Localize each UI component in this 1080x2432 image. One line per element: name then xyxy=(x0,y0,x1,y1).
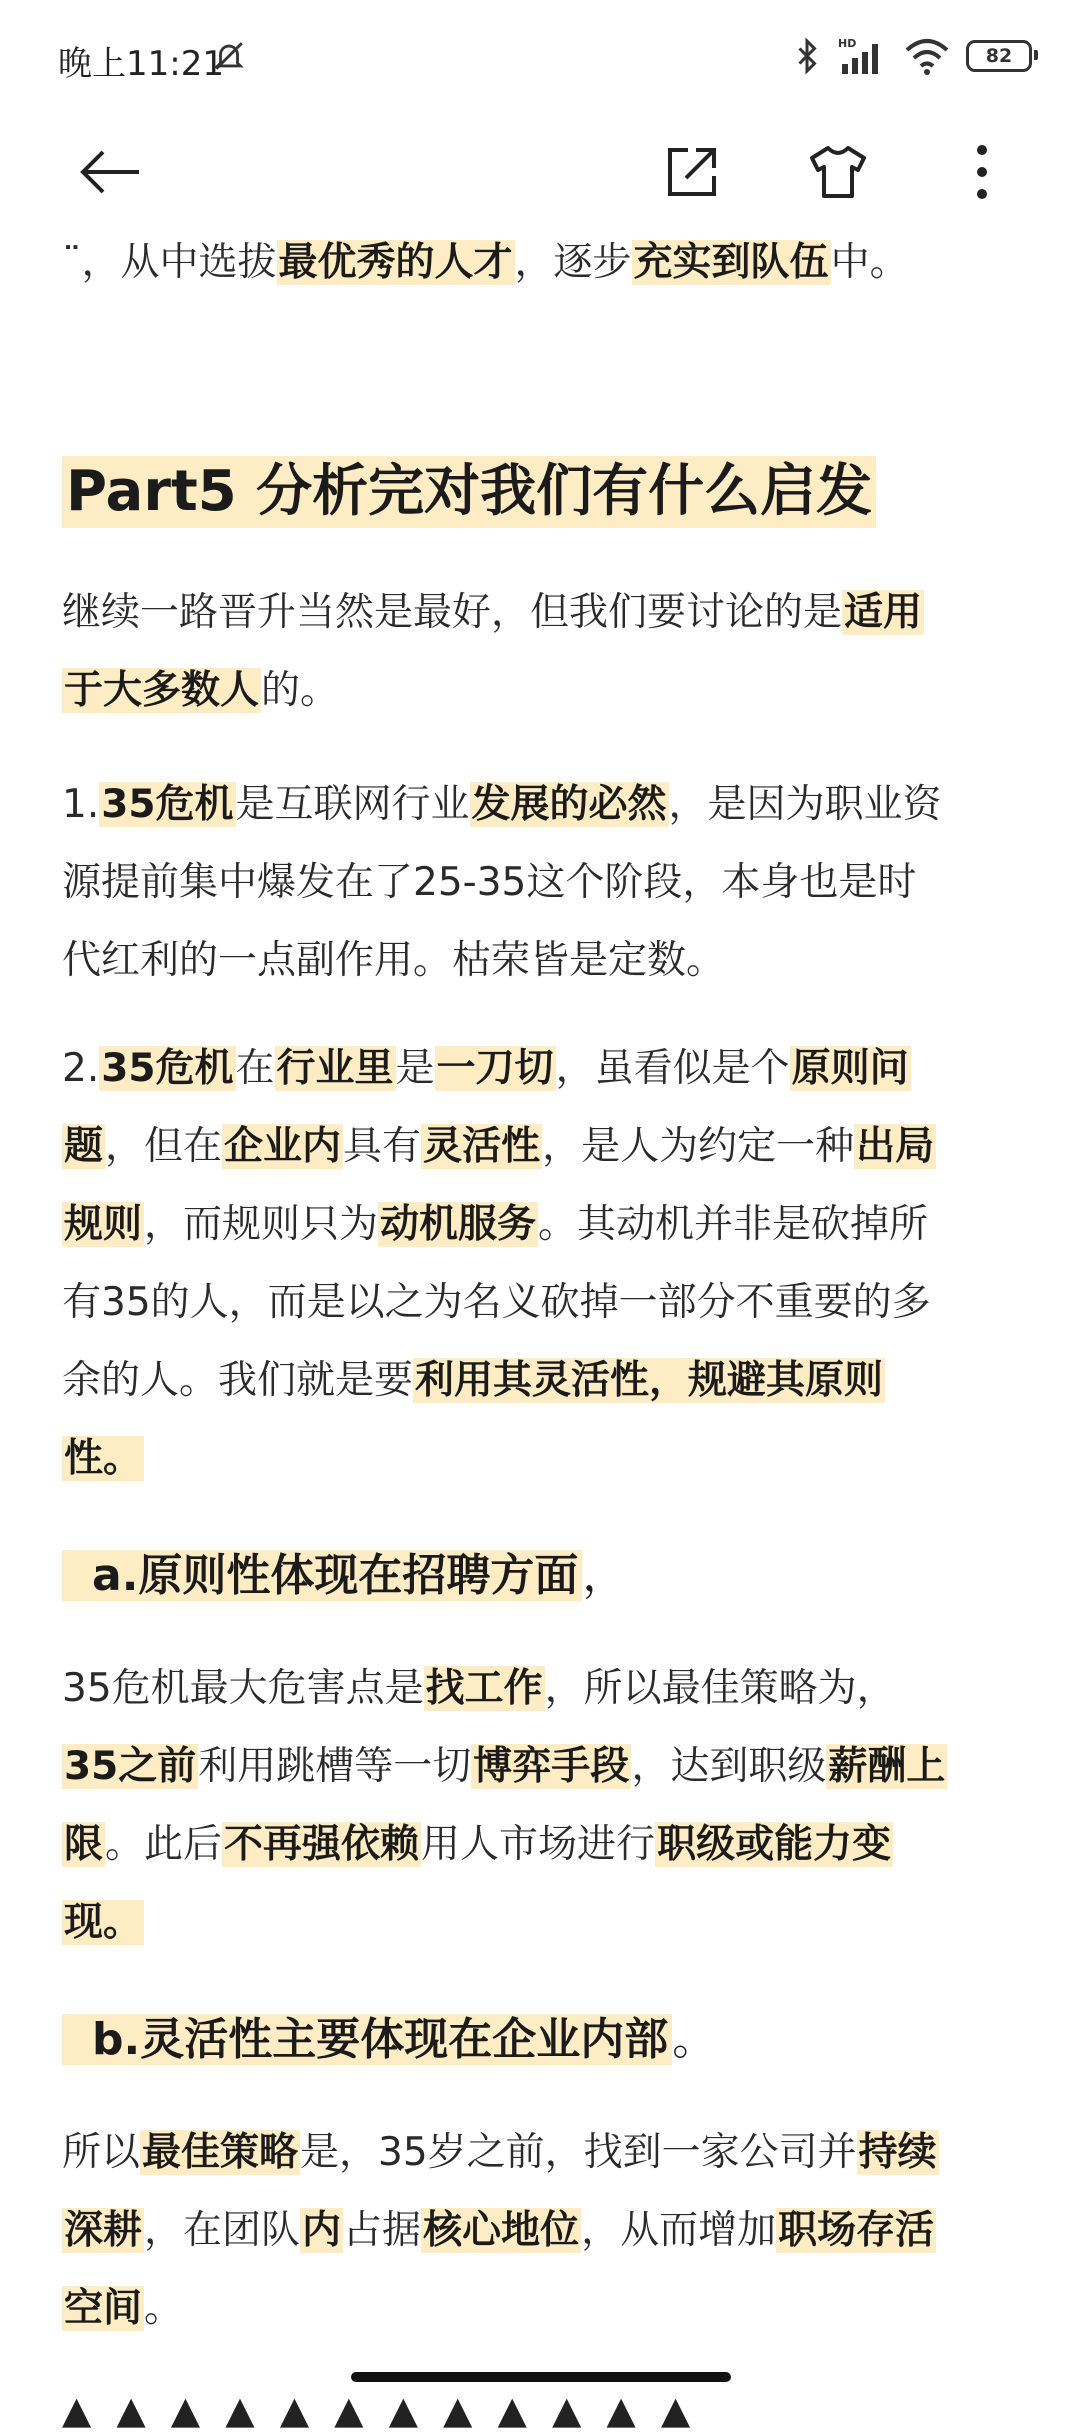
bell-muted-icon xyxy=(212,38,246,74)
text-line: 规则，而规则只为动机服务。其动机并非是砍掉所 xyxy=(64,1202,929,1247)
svg-text:HD: HD xyxy=(838,37,857,50)
battery-level: 82 xyxy=(985,45,1013,67)
text-line: 现。 xyxy=(64,1900,143,1945)
text-line: 余的人。我们就是要利用其灵活性，规避其原则 xyxy=(62,1358,884,1403)
text-line: 空间。 xyxy=(64,2286,184,2331)
text-line: 有35的人，而是以之为名义砍掉一部分不重要的多 xyxy=(62,1280,931,1325)
subheading-b: b.灵活性主要体现在企业内部。 xyxy=(62,2010,716,2070)
text-line: 35之前利用跳槽等一切博弈手段，达到职级薪酬上 xyxy=(64,1744,946,1789)
battery-indicator xyxy=(966,40,1032,72)
subheading-a: a.原则性体现在招聘方面， xyxy=(62,1546,626,1606)
text-line: 性。 xyxy=(64,1436,143,1481)
text-line: 所以最佳策略是，35岁之前，找到一家公司并持续 xyxy=(62,2130,937,2175)
text-line: 2.35危机在行业里是一刀切，虽看似是个原则问 xyxy=(62,1046,909,1091)
text-line: 限。此后不再强依赖用人市场进行职级或能力变 xyxy=(64,1822,892,1867)
shirt-button[interactable] xyxy=(798,134,878,210)
top-toolbar xyxy=(0,112,1080,232)
text-line: ¨，从中选拔最优秀的人才，逐步充实到队伍中。 xyxy=(62,240,909,285)
more-vertical-icon xyxy=(975,144,989,200)
wifi-icon xyxy=(904,36,950,76)
text-line: 于大多数人的。 xyxy=(64,668,340,713)
text-line: 继续一路晋升当然是最好，但我们要讨论的是适用 xyxy=(62,590,923,635)
shirt-icon xyxy=(808,144,868,200)
back-button[interactable] xyxy=(70,134,150,210)
home-indicator[interactable] xyxy=(351,2372,731,2382)
status-time: 晚上11:21 xyxy=(58,44,224,84)
text-line: 深耕，在团队内占据核心地位，从而增加职场存活 xyxy=(64,2208,935,2253)
status-bar xyxy=(0,0,1080,112)
system-icons xyxy=(792,34,1032,78)
text-line: 代红利的一点副作用。枯荣皆是定数。 xyxy=(62,938,726,983)
arrow-left-icon xyxy=(77,148,143,196)
partial-next-line: ▲ ▲ ▲ ▲ ▲ ▲ ▲ ▲ ▲ ▲ ▲ ▲ xyxy=(62,2388,697,2432)
text-line: 1.35危机是互联网行业发展的必然，是因为职业资 xyxy=(62,782,942,827)
section-heading: Part5 分析完对我们有什么启发 xyxy=(62,456,876,528)
signal-icon xyxy=(838,36,888,76)
text-line: 源提前集中爆发在了25-35这个阶段，本身也是时 xyxy=(62,860,917,905)
more-button[interactable] xyxy=(942,134,1022,210)
share-button[interactable] xyxy=(652,134,732,210)
text-line: 题，但在企业内具有灵活性，是人为约定一种出局 xyxy=(64,1124,935,1169)
share-icon xyxy=(664,144,720,200)
text-line: 35危机最大危害点是找工作，所以最佳策略为， xyxy=(62,1666,896,1711)
bluetooth-icon xyxy=(792,37,822,75)
